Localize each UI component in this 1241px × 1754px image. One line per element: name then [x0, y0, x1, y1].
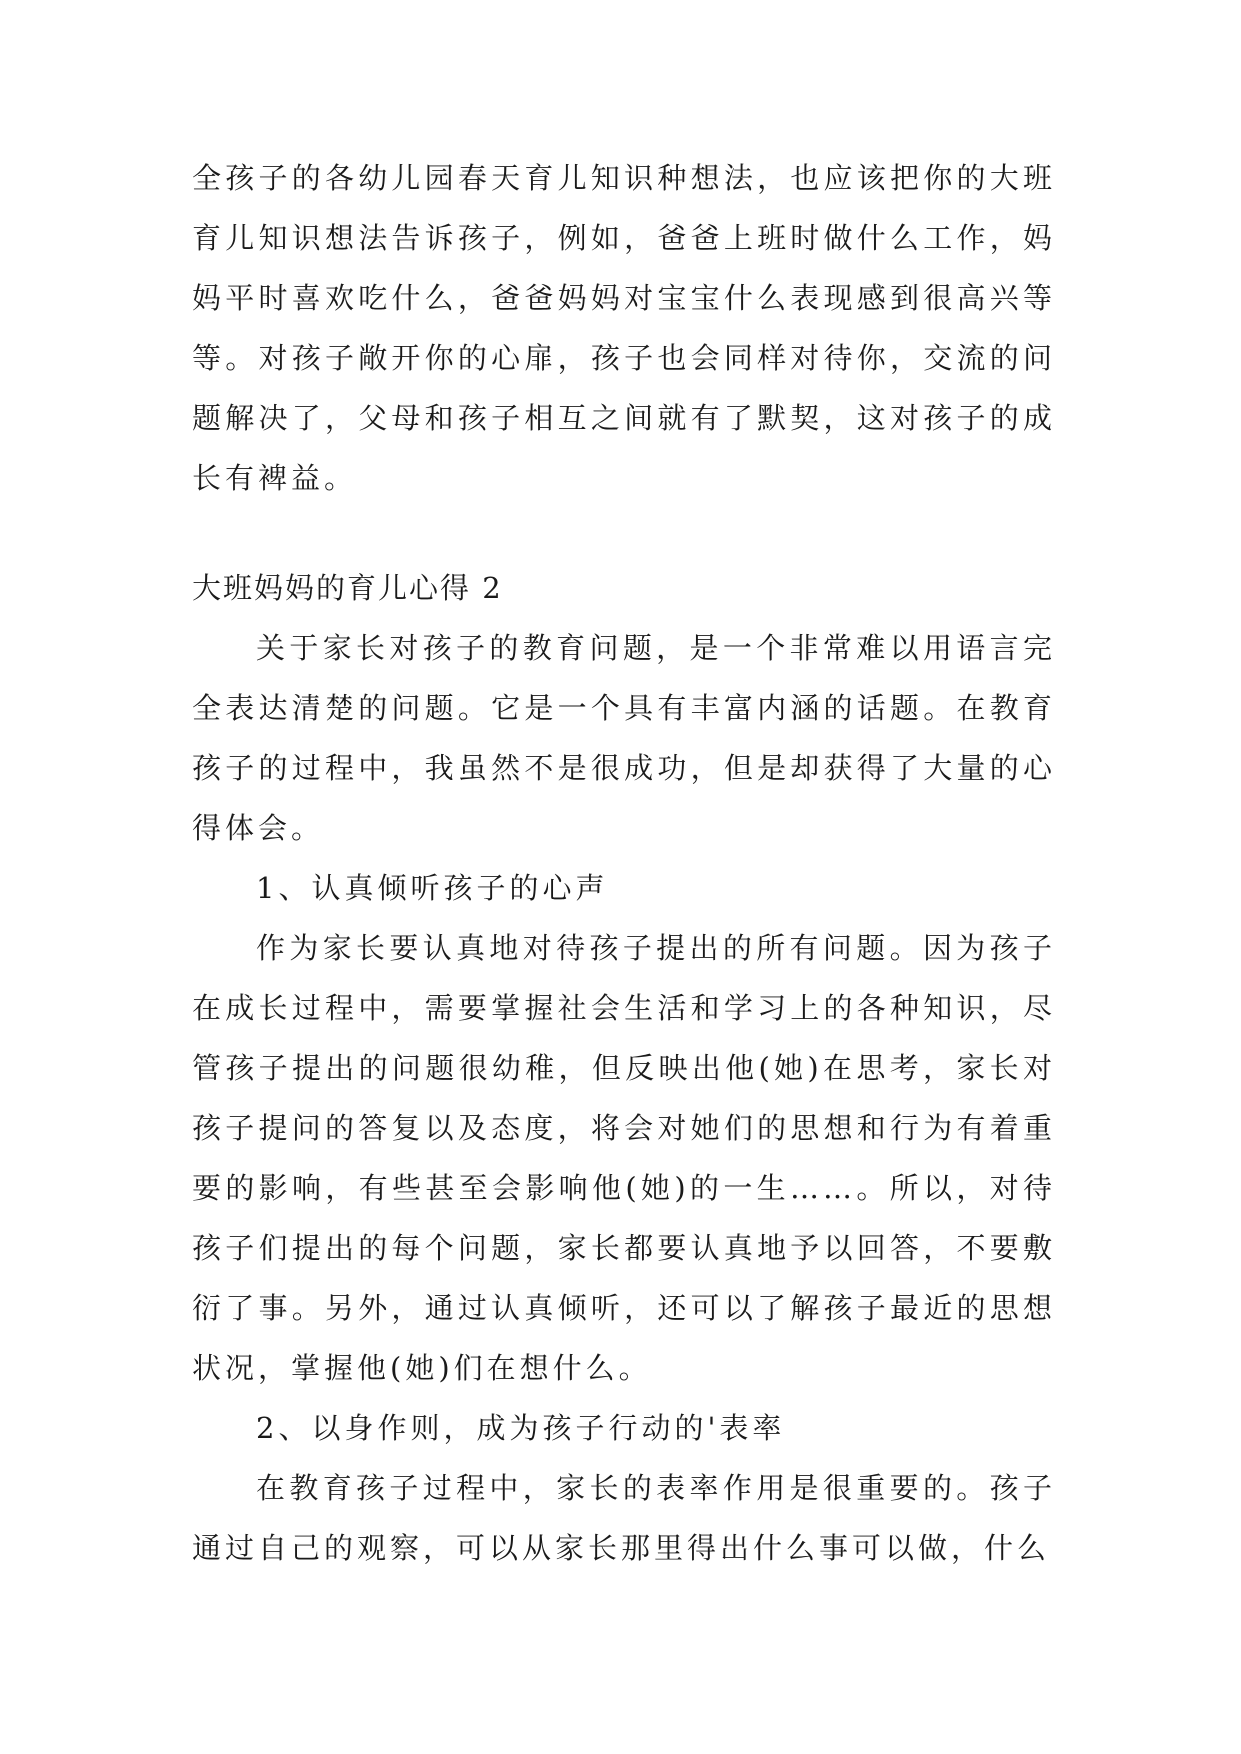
point2-paragraph: 在教育孩子过程中，家长的表率作用是很重要的。孩子通过自己的观察，可以从家长那里得出什么事可以做，什么 [192, 1471, 1056, 1565]
point1-paragraph: 作为家长要认真地对待孩子提出的所有问题。因为孩子在成长过程中，需要掌握社会生活和学习上的各种知识，尽管孩子提出的问题很幼稚，但反映出他(她)在思考，家长对孩子提问的答复以及态度，将会对她们的思想和行为有着重要的影响，有些甚至会影响他(她)的一生……。所以，对待孩子们提出的每个问题，家长都要认真地予以回答，不要敷衍了事。另外，通过认真倾听，还可以了解孩子最近的思想状况，掌握他(她)们在想什么。 [192, 931, 1056, 1385]
section-title: 大班妈妈的育儿心得 2 [192, 571, 503, 605]
continuation-paragraph: 全孩子的各幼儿园春天育儿知识种想法，也应该把你的大班育儿知识想法告诉孩子，例如，爸爸上班时做什么工作，妈妈平时喜欢吃什么，爸爸妈妈对宝宝什么表现感到很高兴等等。对孩子敞开你的心扉，孩子也会同样对待你，交流的问题解决了，父母和孩子相互之间就有了默契，这对孩子的成长有裨益。 [192, 161, 1056, 495]
point2-heading: 2、以身作则，成为孩子行动的'表率 [256, 1411, 786, 1445]
point1-heading: 1、认真倾听孩子的心声 [256, 871, 609, 905]
article-section [192, 558, 1056, 1578]
intro-paragraph: 关于家长对孩子的教育问题，是一个非常难以用语言完全表达清楚的问题。它是一个具有丰富内涵的话题。在教育孩子的过程中，我虽然不是很成功，但是却获得了大量的心得体会。 [192, 631, 1056, 845]
continuation-section [192, 148, 1056, 508]
